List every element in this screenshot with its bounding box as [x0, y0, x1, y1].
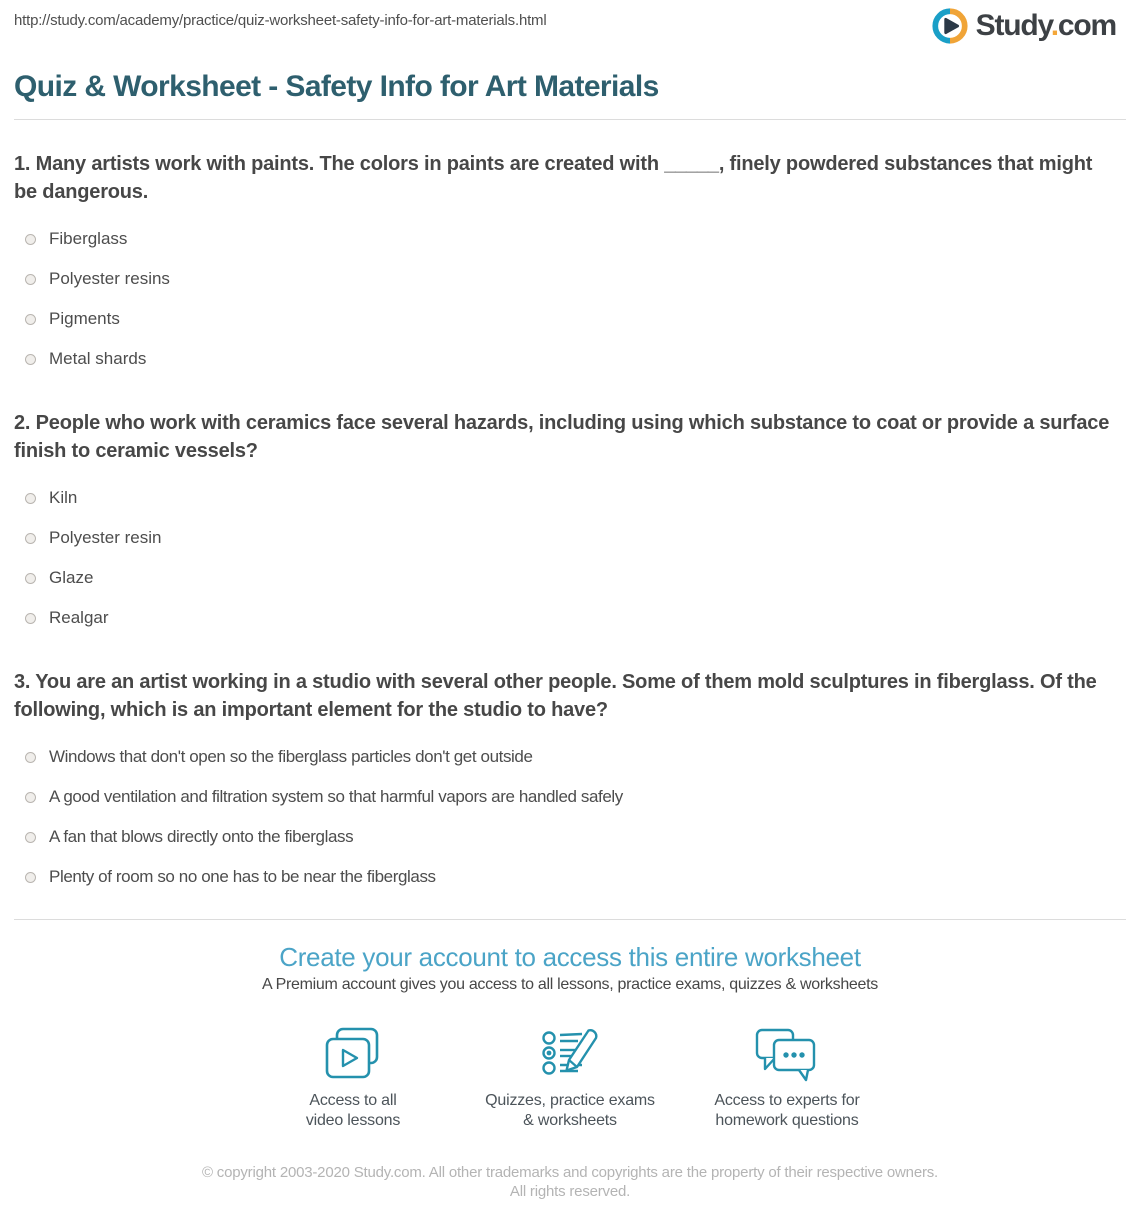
feature-label: Quizzes, practice exams & worksheets — [485, 1092, 655, 1129]
divider — [14, 919, 1126, 920]
option-row[interactable] — [14, 737, 1126, 777]
feature-video-lessons[interactable] — [253, 1020, 453, 1131]
option-label[interactable]: Realgar — [49, 608, 109, 627]
option-row[interactable] — [14, 777, 1126, 817]
feature-label: Access to experts for homework questions — [714, 1092, 860, 1129]
radio-button[interactable] — [25, 493, 36, 504]
option-row[interactable] — [14, 518, 1126, 558]
feature-quizzes-worksheets[interactable] — [470, 1020, 670, 1131]
feature-expert-help[interactable] — [687, 1020, 887, 1131]
page-url: http://study.com/academy/practice/quiz-worksheet-safety-info-for-art-materials.html — [14, 12, 547, 29]
option-row[interactable] — [14, 558, 1126, 598]
option-label[interactable]: Glaze — [49, 568, 94, 587]
option-row[interactable] — [14, 478, 1126, 518]
option-label[interactable]: Windows that don't open so the fiberglass particles don't get outside — [49, 747, 533, 766]
question-text: 1. Many artists work with paints. The colors in paints are created with _____, finely powdered substances that might be dangerous. — [14, 153, 1093, 203]
radio-button[interactable] — [25, 274, 36, 285]
options-list — [14, 219, 1126, 379]
option-row[interactable] — [14, 817, 1126, 857]
option-row[interactable] — [14, 598, 1126, 638]
option-label[interactable]: A good ventilation and filtration system so that harmful vapors are handled safely — [49, 787, 623, 806]
option-row[interactable] — [14, 259, 1126, 299]
option-label[interactable]: Kiln — [49, 488, 78, 507]
study-logo-play-icon — [931, 7, 969, 45]
question-text: 2. People who work with ceramics face several hazards, including using which substance to coat or provide a surface finish to ceramic vessels? — [14, 412, 1110, 462]
option-label[interactable]: Polyester resins — [49, 269, 170, 288]
question-1 — [14, 150, 1126, 379]
page-title: Quiz & Worksheet - Safety Info for Art Materials — [14, 70, 659, 103]
cta-subheading: A Premium account gives you access to all lessons, practice exams, quizzes & worksheets — [262, 976, 878, 993]
radio-button[interactable] — [25, 613, 36, 624]
radio-button[interactable] — [25, 872, 36, 883]
radio-button[interactable] — [25, 573, 36, 584]
option-label[interactable]: Polyester resin — [49, 528, 162, 547]
divider — [14, 119, 1126, 120]
option-label[interactable]: Pigments — [49, 309, 120, 328]
copyright-notice: © copyright 2003-2020 Study.com. All other trademarks and copyrights are the property of their respective owners. All rights reserved. — [201, 1164, 939, 1200]
radio-button[interactable] — [25, 354, 36, 365]
option-row[interactable] — [14, 219, 1126, 259]
options-list — [14, 478, 1126, 638]
option-row[interactable] — [14, 857, 1126, 897]
feature-label: Access to all video lessons — [305, 1092, 401, 1129]
study-logo-text: Study.com — [975, 9, 1116, 42]
option-label[interactable]: Fiberglass — [49, 229, 128, 248]
radio-button[interactable] — [25, 792, 36, 803]
option-row[interactable] — [14, 339, 1126, 379]
question-text: 3. You are an artist working in a studio with several other people. Some of them mold sculptures in fiberglass. Of the following, which is an important element for the studio to have? — [14, 671, 1097, 721]
radio-button[interactable] — [25, 533, 36, 544]
options-list — [14, 737, 1126, 897]
option-label[interactable]: A fan that blows directly onto the fiberglass — [49, 827, 354, 846]
radio-button[interactable] — [25, 314, 36, 325]
option-label[interactable]: Plenty of room so no one has to be near the fiberglass — [49, 867, 436, 886]
question-2 — [14, 409, 1126, 638]
radio-button[interactable] — [25, 234, 36, 245]
experts-chat-icon — [755, 1020, 819, 1082]
option-label[interactable]: Metal shards — [49, 349, 147, 368]
question-3 — [14, 668, 1126, 897]
cta-heading[interactable]: Create your account to access this entire worksheet — [279, 942, 861, 972]
quizzes-worksheets-icon — [540, 1020, 600, 1082]
study-logo[interactable] — [931, 7, 1116, 45]
feature-row — [14, 1020, 1126, 1131]
radio-button[interactable] — [25, 752, 36, 763]
option-row[interactable] — [14, 299, 1126, 339]
radio-button[interactable] — [25, 832, 36, 843]
video-lessons-icon — [324, 1020, 382, 1082]
